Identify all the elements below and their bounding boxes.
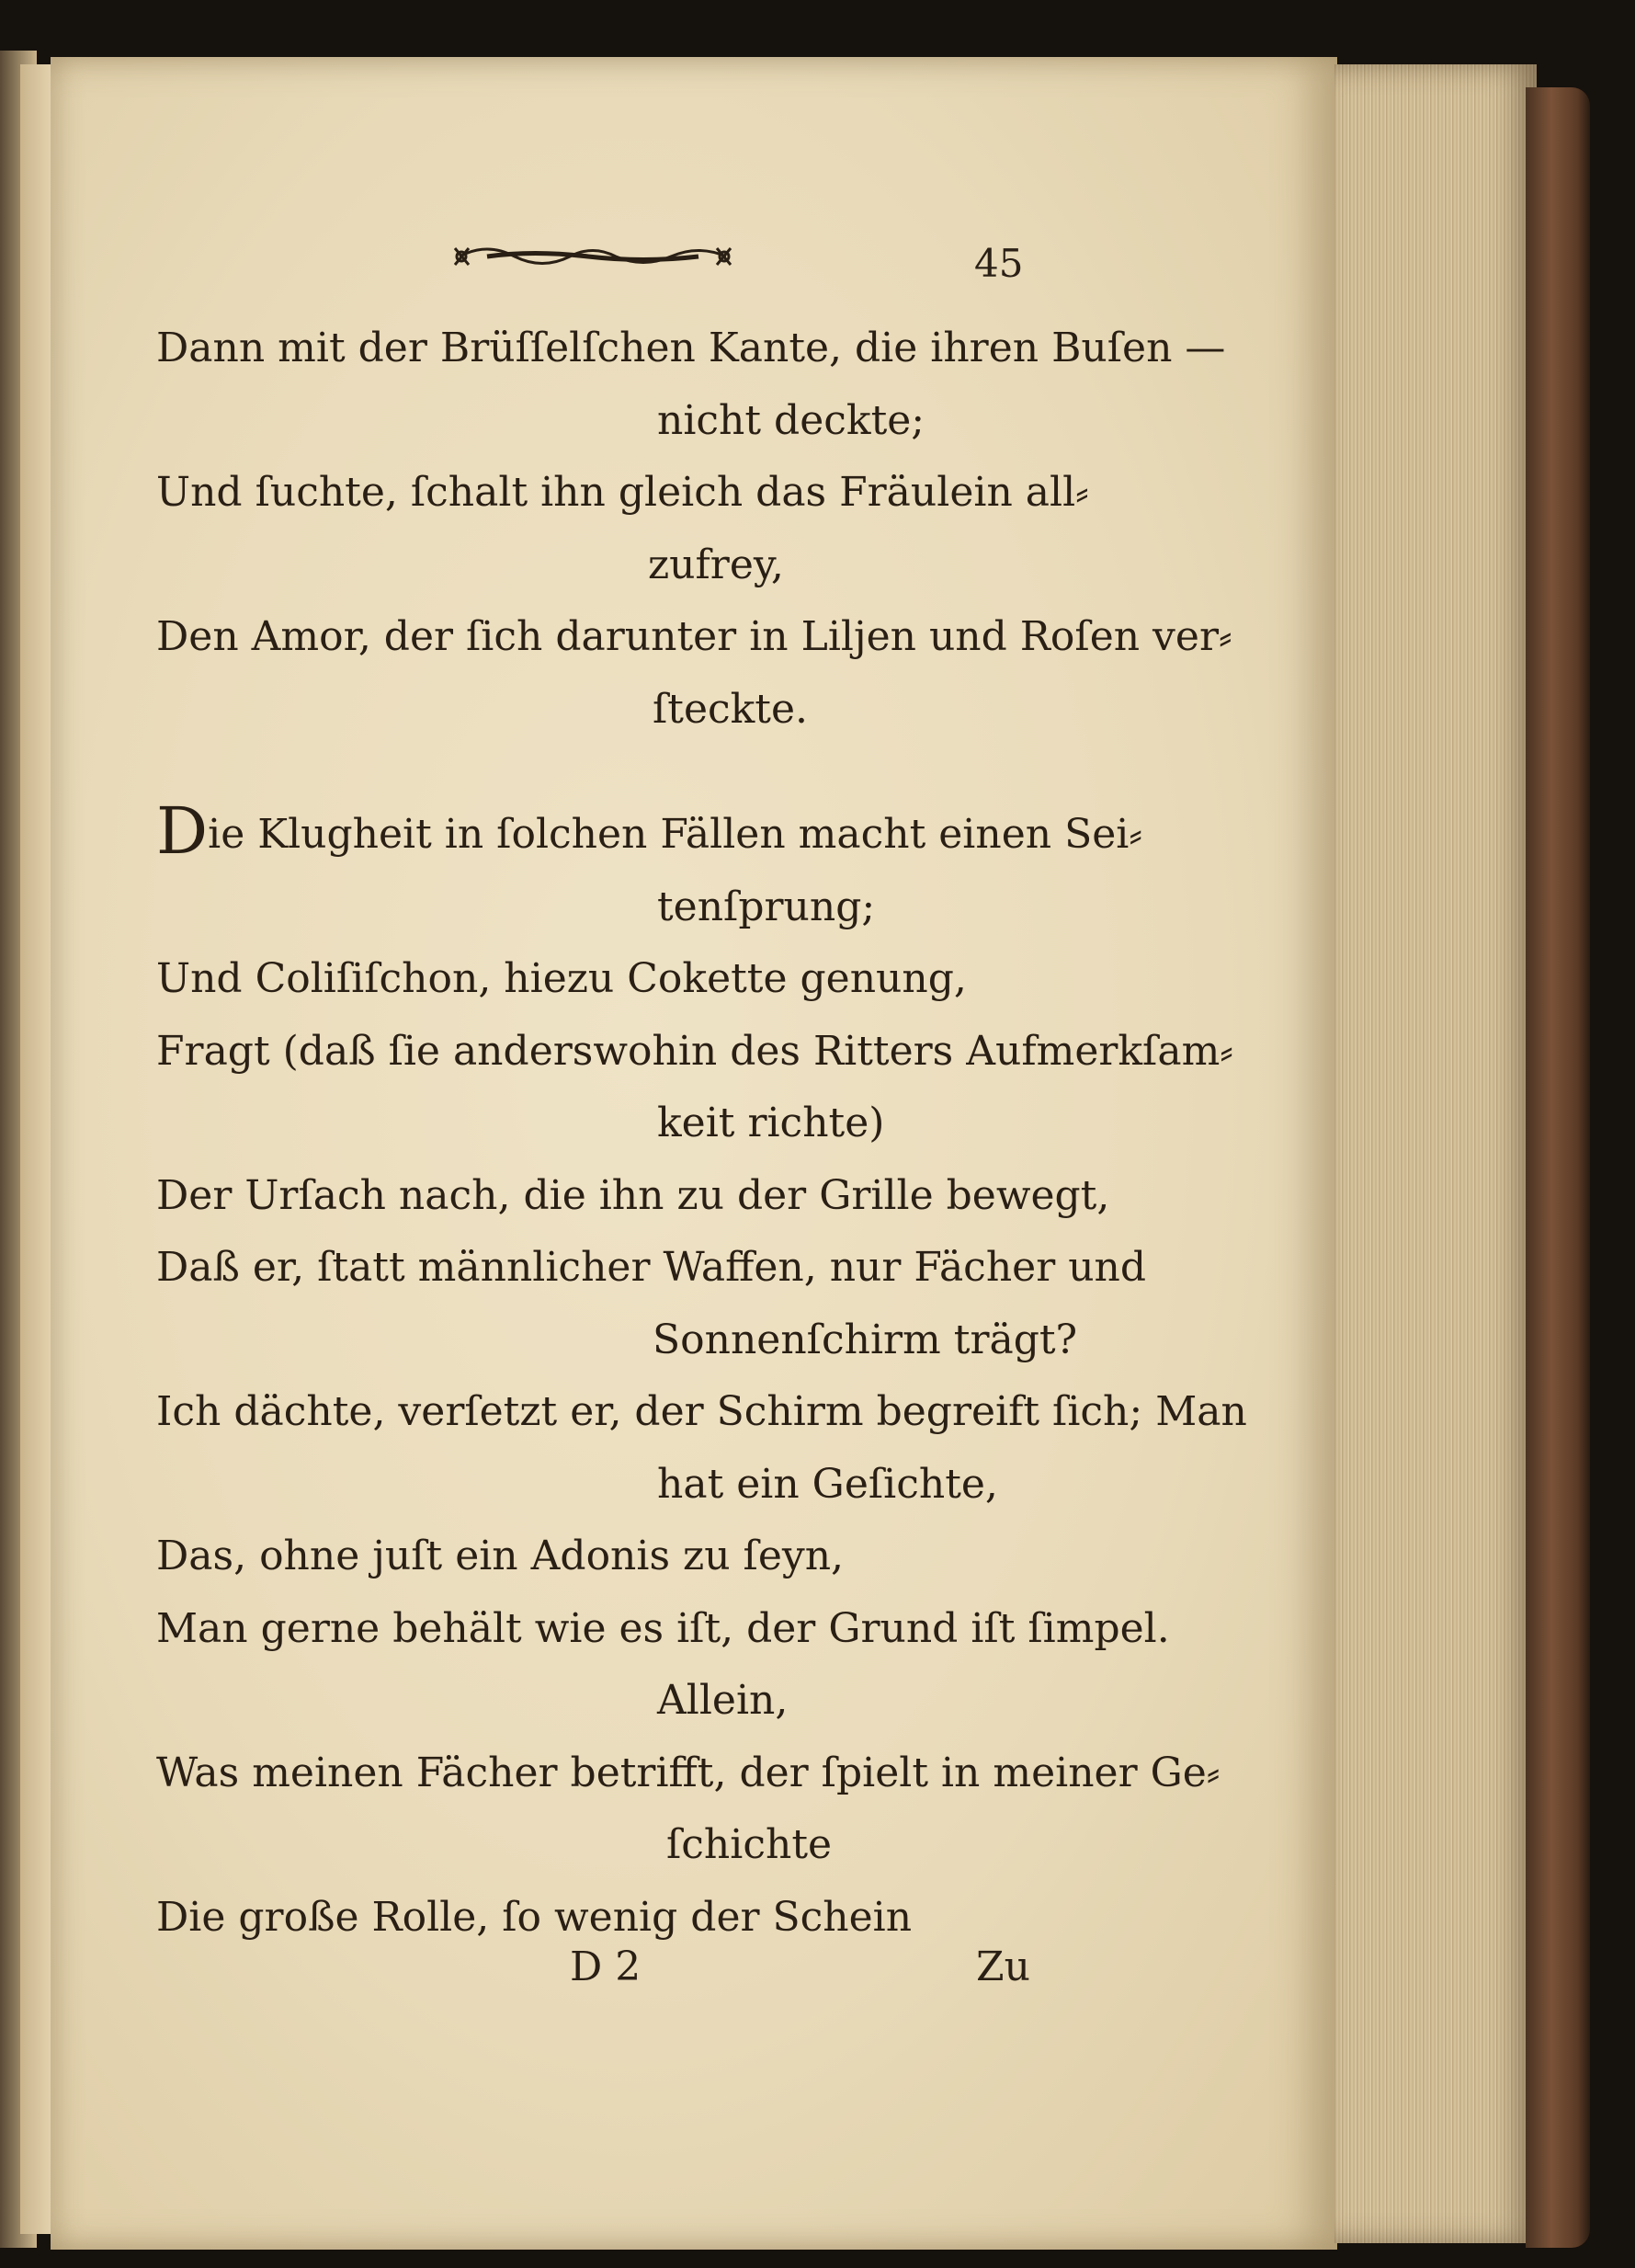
text-line: Man gerne behält wie es iſt, der Grund iſt ſimpel. bbox=[156, 1604, 1170, 1652]
text-line: tenſprung; bbox=[657, 883, 876, 930]
text-line: Fragt (daß ſie anderswohin des Ritters Aufmerkſam⸗ bbox=[156, 1027, 1233, 1075]
text-line: Die große Rolle, ſo wenig der Schein bbox=[156, 1893, 913, 1941]
poem-text bbox=[156, 313, 1247, 1954]
text-line: Der Urſach nach, die ihn zu der Grille bewegt, bbox=[156, 1171, 1110, 1219]
text-line: nicht deckte; bbox=[657, 396, 925, 444]
text-line: ſteckte. bbox=[653, 685, 809, 733]
text-line: Das, ohne juſt ein Adonis zu ſeyn, bbox=[156, 1533, 845, 1579]
text-line-with-dropcap bbox=[156, 793, 1142, 872]
dropcap: D bbox=[156, 793, 209, 869]
text-line: ie Klugheit in ſolchen Fällen macht einen Sei⸗ bbox=[208, 811, 1142, 858]
signature-mark: D 2 bbox=[570, 1943, 642, 1990]
text-line: Und ſuchte, ſchalt ihn gleich das Fräulein all⸗ bbox=[156, 469, 1089, 516]
page-number: 45 bbox=[974, 241, 1024, 286]
text-line: Dann mit der Brüſſelſchen Kante, die ihren Buſen — bbox=[156, 325, 1226, 371]
vine-ornament-icon bbox=[450, 237, 735, 276]
text-line: Daß er, ſtatt männlicher Waffen, nur Fächer und bbox=[156, 1244, 1147, 1291]
text-line: Den Amor, der ſich darunter in Liljen und Roſen ver⸗ bbox=[156, 613, 1232, 660]
text-line: Allein, bbox=[657, 1677, 789, 1724]
text-line: Was meinen Fächer betrifft, der ſpielt in meiner Ge⸗ bbox=[156, 1749, 1221, 1796]
text-line: keit richte) bbox=[657, 1100, 885, 1146]
text-line: zufrey, bbox=[648, 541, 784, 588]
text-line: ſchichte bbox=[666, 1821, 833, 1868]
text-line: Sonnenſchirm trägt? bbox=[653, 1316, 1078, 1363]
page-block-edges bbox=[1334, 64, 1537, 2243]
catchword: Zu bbox=[976, 1943, 1030, 1990]
text-line: hat ein Geſichte, bbox=[657, 1460, 998, 1508]
right-cover-edge bbox=[1526, 87, 1590, 2248]
text-line: Und Coliſiſchon, hiezu Cokette genung, bbox=[156, 955, 967, 1002]
text-line: Ich dächte, verſetzt er, der Schirm begreift ſich; Man bbox=[156, 1388, 1247, 1435]
